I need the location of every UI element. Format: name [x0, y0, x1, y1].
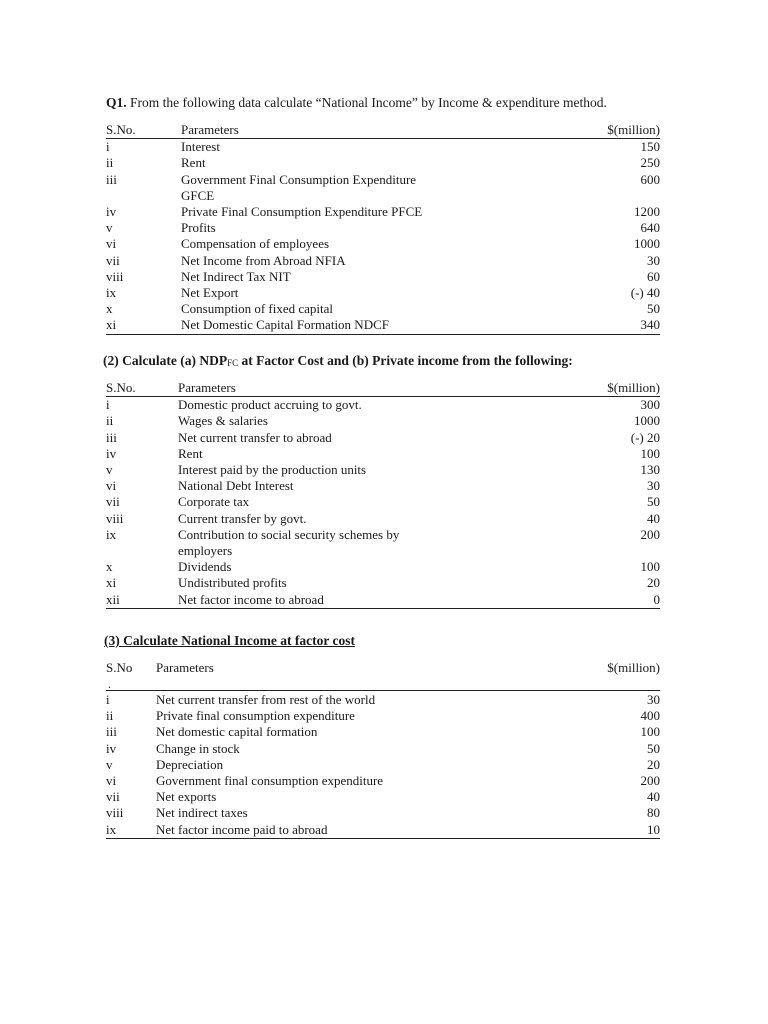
- value-cell: 30: [647, 252, 660, 268]
- table-row: [106, 511, 660, 527]
- sno-cell: vii: [106, 789, 120, 805]
- sno-header: [106, 660, 156, 691]
- parameter-text-continued: employers: [178, 543, 233, 559]
- sno-cell: v: [106, 220, 113, 236]
- value-cell: 1200: [634, 204, 660, 220]
- sno-cell: iv: [106, 740, 117, 756]
- parameter-text: Private Final Consumption Expenditure PFCE: [181, 204, 423, 220]
- table-row: [106, 172, 660, 204]
- parameter-cell: [178, 462, 567, 478]
- million-header: $(million): [574, 122, 660, 139]
- parameter-cell: [156, 789, 565, 805]
- table-row: [106, 139, 660, 156]
- value-cell: 300: [640, 397, 660, 413]
- parameter-cell: [178, 592, 567, 609]
- value-cell: 40: [647, 510, 660, 526]
- q2-table: [106, 380, 660, 609]
- sno-cell: iii: [106, 429, 117, 445]
- sno-cell: viii: [106, 805, 124, 821]
- table-row: [106, 478, 660, 494]
- q2-rows: [106, 397, 660, 609]
- parameter-cell: [156, 724, 565, 740]
- value-cell: 150: [640, 139, 660, 155]
- parameter-text: Net Income from Abroad NFIA: [181, 252, 346, 268]
- parameter-text: Net current transfer from rest of the world: [156, 692, 376, 707]
- value-cell: 60: [647, 268, 660, 284]
- value-cell: 250: [640, 155, 660, 171]
- sno-cell: ix: [106, 285, 117, 301]
- parameter-cell: [178, 527, 567, 559]
- parameters-header: Parameters: [156, 660, 565, 691]
- value-cell: 600: [640, 171, 660, 187]
- sno-cell: vii: [106, 494, 120, 510]
- parameter-text: Net indirect taxes: [156, 805, 248, 821]
- sno-cell: iii: [106, 171, 117, 187]
- value-cell: 40: [647, 789, 660, 805]
- value-cell: (-) 40: [630, 285, 660, 301]
- table-row: [106, 691, 660, 709]
- value-cell: 20: [647, 756, 660, 772]
- parameter-text: Net Export: [181, 285, 239, 301]
- q1-table: [106, 122, 660, 335]
- parameter-cell: [181, 253, 574, 269]
- table-row: [106, 253, 660, 269]
- parameter-text: Net Domestic Capital Formation NDCF: [181, 317, 389, 333]
- value-cell: 30: [647, 478, 660, 494]
- parameter-cell: [181, 139, 574, 156]
- table-row: [106, 236, 660, 252]
- value-cell: 0: [567, 592, 660, 609]
- parameter-cell: [178, 446, 567, 462]
- q2-title-b: at Factor Cost and (b) Private income from the following:: [238, 353, 573, 368]
- sno-cell: ii: [106, 155, 114, 171]
- value-cell: 130: [640, 462, 660, 478]
- parameter-text: Contribution to social security schemes by: [178, 526, 400, 542]
- table-row: [106, 397, 660, 414]
- q2-title-a: (2) Calculate (a) NDP: [103, 353, 228, 368]
- table-row: [106, 724, 660, 740]
- q1-title: [106, 95, 607, 111]
- sno-cell: vi: [106, 478, 117, 494]
- parameter-cell: [156, 708, 565, 724]
- table-row: [106, 757, 660, 773]
- table-row: [106, 413, 660, 429]
- value-cell: 1000: [634, 236, 660, 252]
- table-row: [106, 741, 660, 757]
- parameter-cell: [156, 691, 565, 709]
- q1-label: Q1.: [106, 95, 127, 110]
- value-cell: 100: [640, 724, 660, 740]
- value-cell: 200: [640, 526, 660, 542]
- sno-cell: i: [106, 397, 110, 413]
- value-cell: 50: [647, 301, 660, 317]
- table-row: [106, 204, 660, 220]
- q2-title: [103, 353, 573, 371]
- parameter-text: Undistributed profits: [178, 575, 287, 591]
- parameter-cell: [181, 269, 574, 285]
- table-header-row: [106, 122, 660, 139]
- parameter-text: Net current transfer to abroad: [178, 429, 332, 445]
- sno-cell: x: [106, 559, 113, 575]
- parameter-cell: [181, 285, 574, 301]
- parameter-text: Change in stock: [156, 740, 240, 756]
- parameter-text: Depreciation: [156, 756, 224, 772]
- q3-table: [106, 660, 660, 839]
- table-header-row: [106, 380, 660, 397]
- value-cell: (-) 20: [630, 429, 660, 445]
- parameter-cell: [181, 155, 574, 171]
- parameter-text: Interest paid by the production units: [178, 462, 367, 478]
- parameter-cell: [178, 430, 567, 446]
- q3-title: [104, 633, 355, 649]
- sno-cell: v: [106, 756, 113, 772]
- sno-cell: vi: [106, 236, 117, 252]
- parameter-cell: [178, 413, 567, 429]
- parameter-cell: [178, 397, 567, 414]
- table-row: [106, 789, 660, 805]
- table-row: [106, 269, 660, 285]
- value-cell: 50: [647, 740, 660, 756]
- sno-cell: xi: [106, 575, 117, 591]
- parameter-text: Current transfer by govt.: [178, 510, 307, 526]
- sno-cell: ix: [106, 526, 117, 542]
- value-cell: 200: [640, 773, 660, 789]
- parameter-text: Rent: [181, 155, 206, 171]
- parameter-cell: [178, 511, 567, 527]
- parameters-header: Parameters: [178, 380, 567, 397]
- value-cell: 340: [574, 317, 660, 334]
- parameter-text: Dividends: [178, 559, 232, 575]
- sno-cell: iii: [106, 724, 117, 740]
- parameter-cell: [156, 805, 565, 821]
- parameter-text: Net exports: [156, 789, 217, 805]
- table-header-row: [106, 660, 660, 691]
- sno-cell: i: [106, 692, 110, 707]
- sno-cell: viii: [106, 510, 124, 526]
- q2-title-sub: FC: [227, 358, 239, 368]
- parameter-cell: [181, 204, 574, 220]
- table-row: [106, 462, 660, 478]
- q1-title-text: From the following data calculate “National Income” by Income & expenditure method.: [130, 95, 607, 110]
- million-header: $(million): [565, 660, 660, 691]
- table-row: [106, 773, 660, 789]
- sno-cell: i: [106, 139, 110, 155]
- value-cell: 30: [647, 692, 660, 707]
- value-cell: 20: [647, 575, 660, 591]
- parameter-text: Government Final Consumption Expenditure: [181, 171, 417, 187]
- table-row: [106, 285, 660, 301]
- table-row: [106, 822, 660, 839]
- sno-cell: vi: [106, 773, 117, 789]
- table-row: [106, 494, 660, 510]
- parameters-header: Parameters: [181, 122, 574, 139]
- sno-cell: viii: [106, 268, 124, 284]
- sno-header: S.No.: [106, 122, 181, 139]
- q1-rows: [106, 139, 660, 334]
- parameter-text: Profits: [181, 220, 216, 236]
- value-cell: 1000: [634, 413, 660, 429]
- parameter-text: Corporate tax: [178, 494, 250, 510]
- table-row: [106, 446, 660, 462]
- parameter-text-continued: GFCE: [181, 187, 215, 203]
- sno-header-label: S.No: [106, 660, 133, 675]
- table-row: [106, 575, 660, 591]
- parameter-text: Net factor income paid to abroad: [156, 821, 328, 837]
- sno-header-dot: .: [108, 677, 111, 691]
- parameter-text: Private final consumption expenditure: [156, 708, 355, 724]
- table-row: [106, 155, 660, 171]
- parameter-cell: [156, 741, 565, 757]
- parameter-text: Consumption of fixed capital: [181, 301, 334, 317]
- parameter-cell: [181, 236, 574, 252]
- parameter-cell: [178, 494, 567, 510]
- q3-rows: [106, 691, 660, 839]
- million-header: $(million): [567, 380, 660, 397]
- value-cell: 50: [647, 494, 660, 510]
- table-row: [106, 708, 660, 724]
- parameter-cell: [181, 317, 574, 334]
- parameter-cell: [178, 575, 567, 591]
- parameter-text: National Debt Interest: [178, 478, 294, 494]
- parameter-text: Rent: [178, 445, 203, 461]
- parameter-cell: [156, 773, 565, 789]
- value-cell: 400: [640, 708, 660, 724]
- sno-cell: xi: [106, 317, 181, 334]
- parameter-text: Wages & salaries: [178, 413, 268, 429]
- table-row: [106, 317, 660, 334]
- parameter-cell: [181, 301, 574, 317]
- sno-cell: iv: [106, 204, 117, 220]
- parameter-text: Compensation of employees: [181, 236, 330, 252]
- sno-cell: iv: [106, 445, 117, 461]
- table-row: [106, 805, 660, 821]
- parameter-text: Domestic product accruing to govt.: [178, 397, 362, 413]
- sno-cell: x: [106, 301, 113, 317]
- parameter-text: Net domestic capital formation: [156, 724, 318, 740]
- parameter-cell: [181, 172, 574, 204]
- parameter-text: Interest: [181, 139, 220, 155]
- value-cell: 640: [640, 220, 660, 236]
- value-cell: 100: [640, 559, 660, 575]
- parameter-cell: [156, 757, 565, 773]
- value-cell: 10: [565, 822, 660, 839]
- table-row: [106, 592, 660, 609]
- value-cell: 80: [647, 805, 660, 821]
- sno-cell: ii: [106, 708, 114, 724]
- parameter-cell: [156, 822, 565, 839]
- parameter-cell: [178, 559, 567, 575]
- parameter-text: Government final consumption expenditure: [156, 773, 384, 789]
- table-row: [106, 220, 660, 236]
- sno-cell: vii: [106, 252, 120, 268]
- table-row: [106, 527, 660, 559]
- value-cell: 100: [640, 445, 660, 461]
- sno-cell: ix: [106, 822, 156, 839]
- table-row: [106, 430, 660, 446]
- sno-cell: ii: [106, 413, 114, 429]
- sno-cell: xii: [106, 592, 178, 609]
- parameter-text: Net factor income to abroad: [178, 591, 324, 607]
- parameter-cell: [178, 478, 567, 494]
- table-row: [106, 559, 660, 575]
- sno-header: S.No.: [106, 380, 178, 397]
- parameter-cell: [181, 220, 574, 236]
- table-row: [106, 301, 660, 317]
- q3-title-text: (3) Calculate National Income at factor cost: [104, 633, 355, 648]
- sno-cell: v: [106, 462, 113, 478]
- parameter-text: Net Indirect Tax NIT: [181, 268, 291, 284]
